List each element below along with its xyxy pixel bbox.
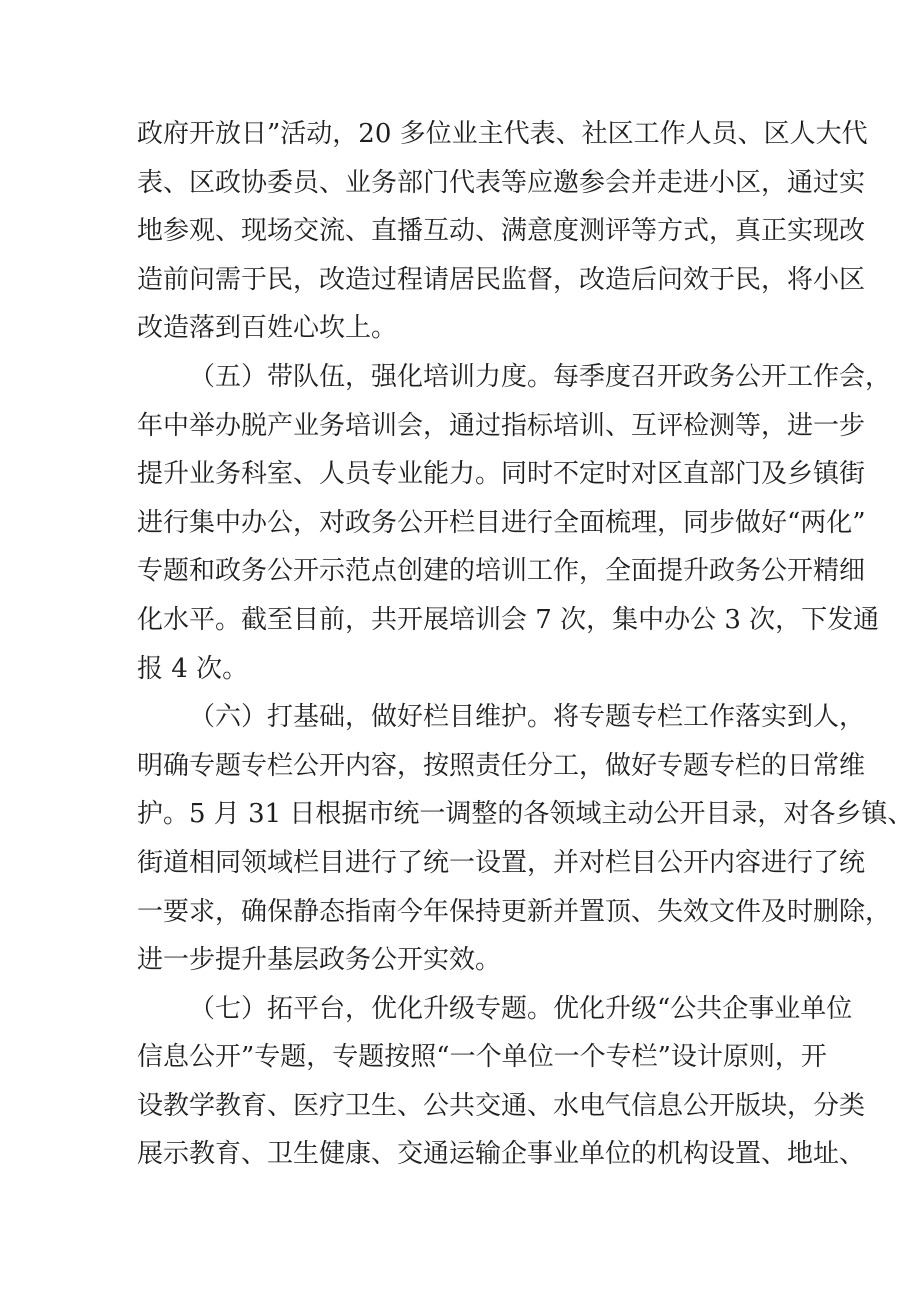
text-line: 街道相同领域栏目进行了统一设置，并对栏目公开内容进行了统	[137, 847, 866, 878]
text-line: 进一步提升基层政务公开实效。	[137, 945, 502, 976]
text-line: 年中举办脱产业务培训会，通过指标培训、互评检测等，进一步	[137, 410, 866, 441]
text-line: 展示教育、卫生健康、交通运输企事业单位的机构设置、地址、	[137, 1139, 866, 1170]
text-line: 报 4 次。	[137, 653, 249, 684]
text-line: 一要求，确保静态指南今年保持更新并置顶、失效文件及时删除，	[137, 896, 892, 927]
text-line: 进行集中办公，对政务公开栏目进行全面梳理，同步做好“两化”	[137, 507, 866, 538]
text-line: （七）拓平台，优化升级专题。优化升级“公共企事业单位	[189, 993, 853, 1024]
paragraph-section-seven	[137, 985, 866, 1179]
text-line: （六）打基础，做好栏目维护。将专题专栏工作落实到人，	[189, 702, 866, 733]
text-line: 护。5 月 31 日根据市统一调整的各领域主动公开目录，对各乡镇、	[137, 799, 914, 830]
text-line: 地参观、现场交流、直播互动、满意度测评等方式，真正实现改	[137, 216, 866, 247]
text-line: （五）带队伍，强化培训力度。每季度召开政务公开工作会，	[189, 361, 892, 392]
document-body	[137, 110, 914, 1179]
text-line: 造前问需于民，改造过程请居民监督，改造后问效于民，将小区	[137, 264, 866, 295]
paragraph-continuation	[137, 110, 868, 353]
paragraph-section-five	[137, 353, 892, 693]
text-line: 专题和政务公开示范点创建的培训工作，全面提升政务公开精细	[137, 556, 866, 587]
text-line: 明确专题专栏公开内容，按照责任分工，做好专题专栏的日常维	[137, 750, 866, 781]
text-line: 改造落到百姓心坎上。	[137, 313, 398, 344]
paragraph-section-six	[137, 693, 914, 985]
text-line: 信息公开”专题，专题按照“一个单位一个专栏”设计原则，开	[137, 1042, 827, 1073]
text-line: 化水平。截至目前，共开展培训会 7 次，集中办公 3 次，下发通	[137, 604, 880, 635]
text-line: 设教学教育、医疗卫生、公共交通、水电气信息公开版块，分类	[137, 1090, 866, 1121]
text-line: 表、区政协委员、业务部门代表等应邀参会并走进小区，通过实	[137, 167, 866, 198]
text-line: 提升业务科室、人员专业能力。同时不定时对区直部门及乡镇街	[137, 459, 866, 490]
text-line: 政府开放日”活动，20 多位业主代表、社区工作人员、区人大代	[137, 119, 868, 149]
